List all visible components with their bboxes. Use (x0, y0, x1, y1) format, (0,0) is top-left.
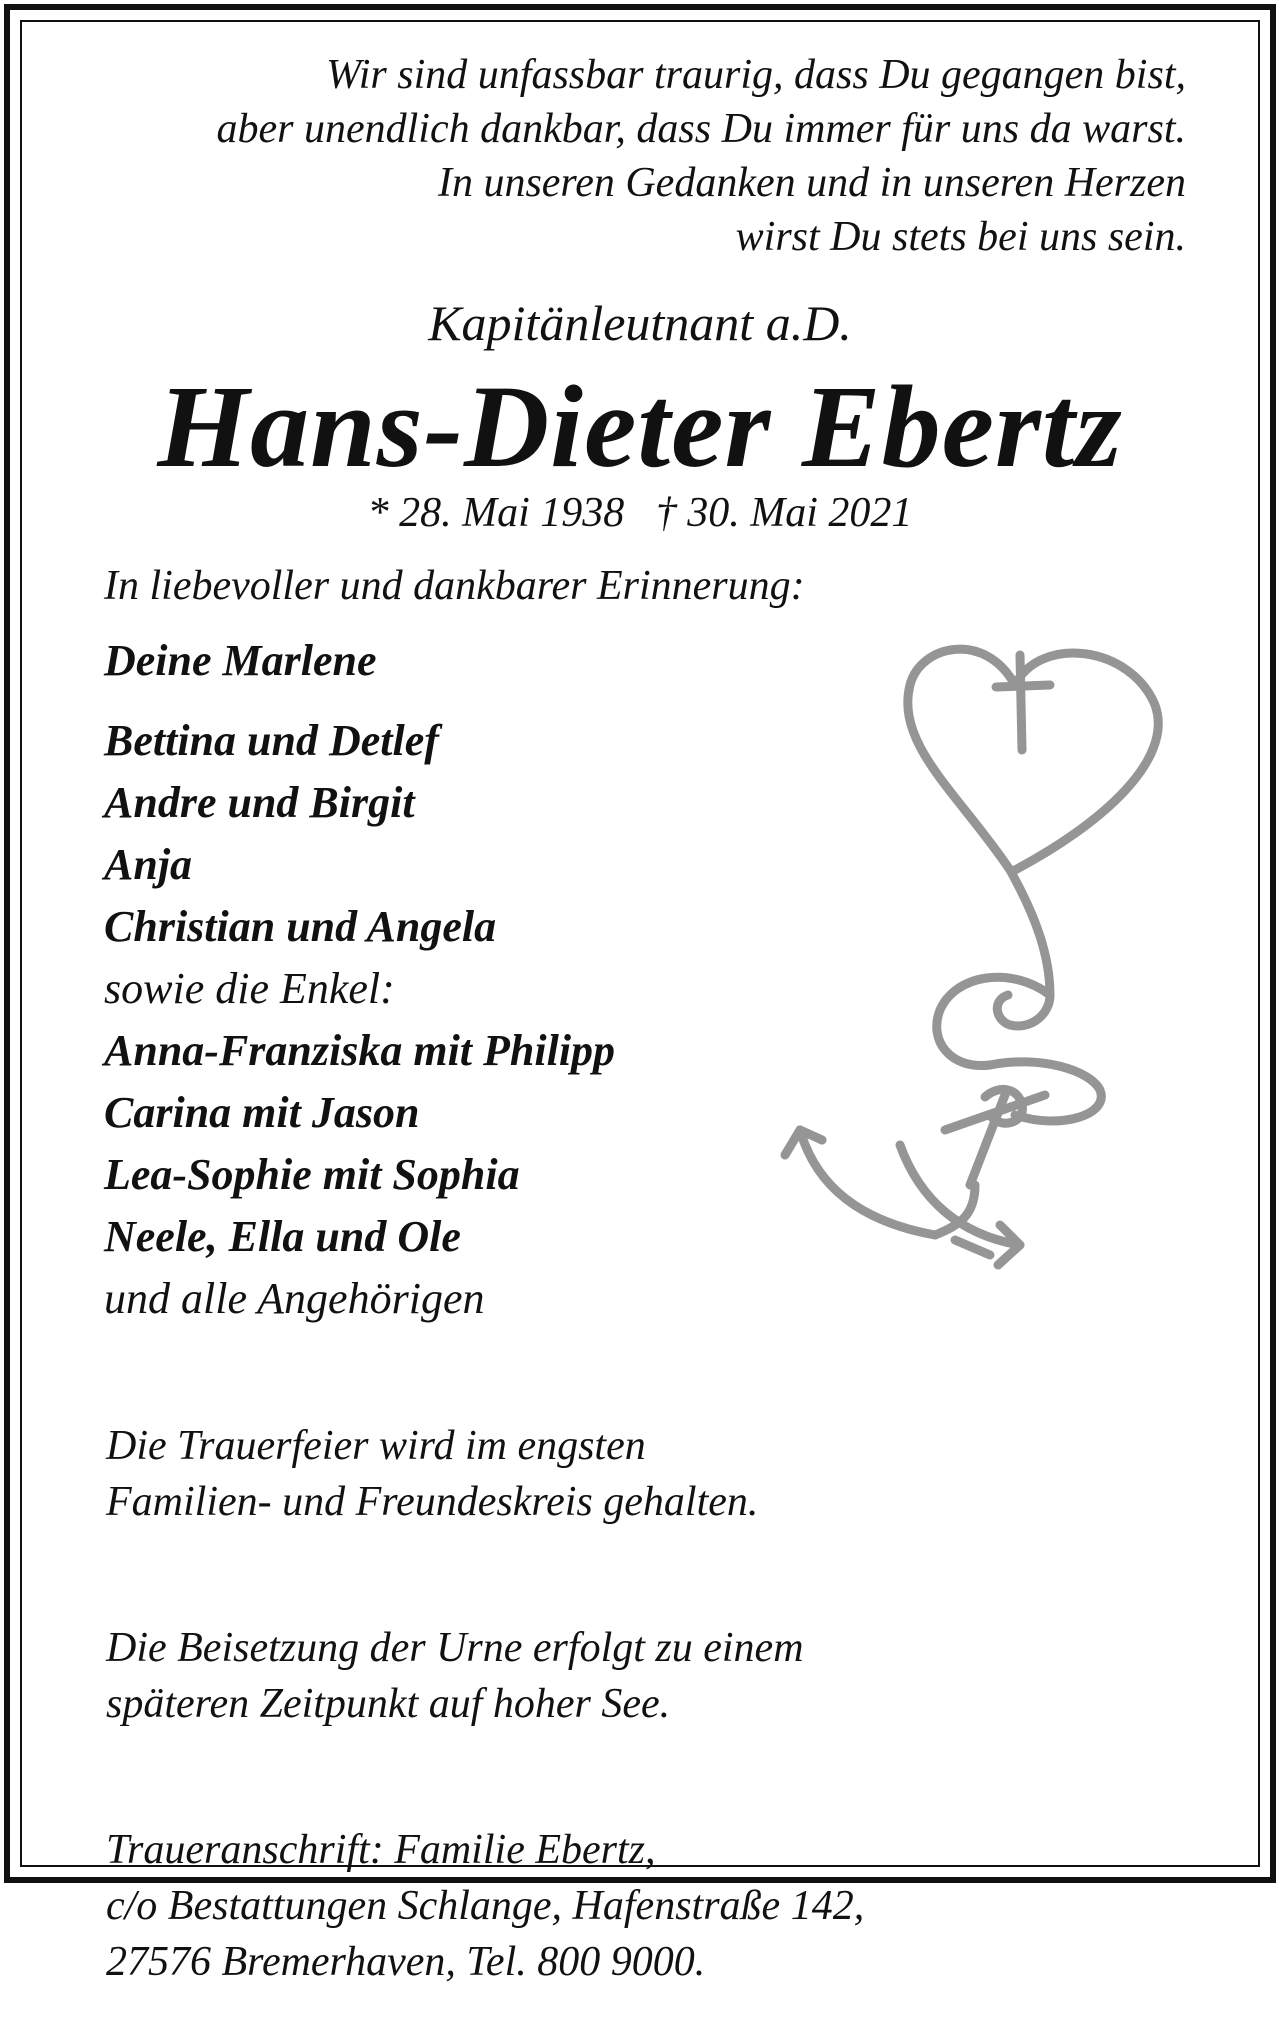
quote-line: In unseren Gedanken und in unseren Herzen (437, 160, 1186, 206)
relatives-line: und alle Angehörigen (104, 1274, 485, 1323)
faith-hope-love-icon (760, 625, 1180, 1285)
note-line: 27576 Bremerhaven, Tel. 800 9000. (106, 1939, 706, 1985)
quote-line: wirst Du stets bei uns sein. (735, 214, 1186, 260)
child-entry: Anja (104, 840, 193, 889)
quote-line: aber unendlich dankbar, dass Du immer für uns da warst. (216, 106, 1186, 152)
note-line: Traueranschrift: Familie Ebertz, (106, 1827, 656, 1873)
life-dates: * 28. Mai 1938 † 30. Mai 2021 (367, 490, 913, 536)
note-line: Die Trauerfeier wird im engsten (106, 1423, 646, 1469)
note-line: späteren Zeitpunkt auf hoher See. (106, 1681, 671, 1727)
memorial-quote (66, 48, 1186, 264)
child-entry: Andre und Birgit (104, 778, 415, 827)
note-line: Familien- und Freundeskreis gehalten. (106, 1479, 759, 1525)
spouse-name: Deine Marlene (104, 636, 377, 685)
grandchild-entry: Neele, Ella und Ole (104, 1212, 461, 1261)
mourners-list (104, 630, 615, 1330)
grandchild-entry: Lea-Sophie mit Sophia (104, 1150, 520, 1199)
note-line: c/o Bestattungen Schlange, Hafenstraße 142, (106, 1883, 865, 1929)
child-entry: Bettina und Detlef (104, 716, 439, 765)
military-rank: Kapitänleutnant a.D. (428, 295, 852, 351)
grandchild-entry: Anna-Franziska mit Philipp (104, 1026, 616, 1075)
deceased-name: Hans-Dieter Ebertz (157, 361, 1123, 492)
funeral-notes (106, 1388, 864, 2020)
quote-line: Wir sind unfassbar traurig, dass Du gegangen bist, (326, 52, 1186, 98)
child-entry: Christian und Angela (104, 902, 497, 951)
grandchildren-intro: sowie die Enkel: (104, 964, 395, 1013)
grandchild-entry: Carina mit Jason (104, 1088, 420, 1137)
note-line: Die Beisetzung der Urne erfolgt zu einem (106, 1625, 804, 1671)
memory-line: In liebevoller und dankbarer Erinnerung: (104, 563, 805, 609)
